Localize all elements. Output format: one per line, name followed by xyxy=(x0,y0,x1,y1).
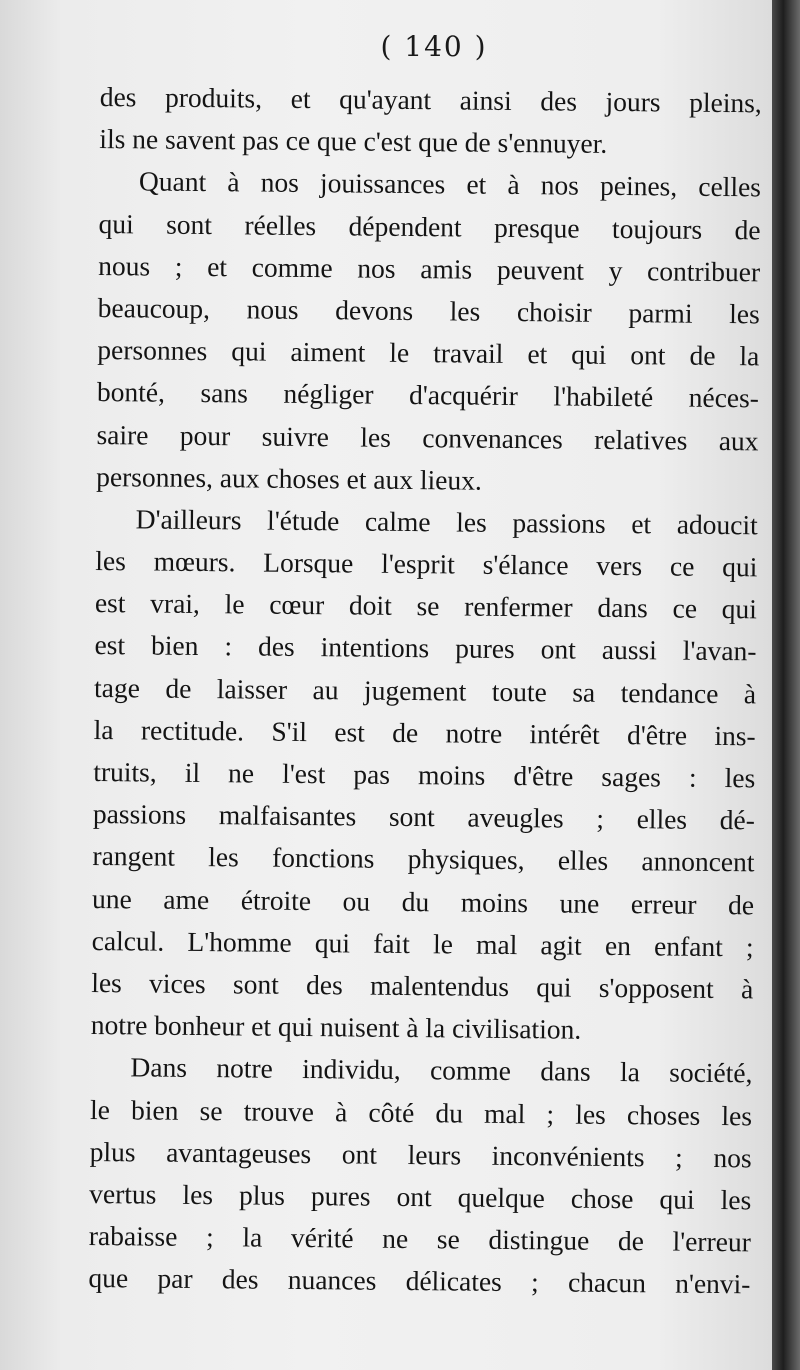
text-line: vertus les plus pures ont quelque chose qui les xyxy=(89,1177,752,1216)
text-line: Dans notre individu, comme dans la société, xyxy=(130,1051,753,1089)
text-line: le bien se trouve à côté du mal ; les choses les xyxy=(89,1093,753,1131)
text-line: rabaisse ; la vérité ne se distingue de l'erreur xyxy=(88,1220,751,1258)
text-line: des produits, et qu'ayant ainsi des jours pleins, xyxy=(99,80,762,119)
text-line: truits, il ne l'est pas moins d'être sages : les xyxy=(93,755,756,794)
text-line: rangent les fonctions physiques, elles annoncent xyxy=(92,840,755,878)
text-line: Quant à nos jouissances et à nos peines, celles xyxy=(138,165,762,203)
text-line: plus avantageuses ont leurs inconvénients ; nos xyxy=(89,1135,752,1173)
text-line: personnes, aux choses et aux lieux. xyxy=(96,460,482,496)
text-line: tage de laisser au jugement toute sa tendance à xyxy=(93,671,757,709)
text-line: saire pour suivre les convenances relatives aux xyxy=(96,418,759,456)
text-line: est bien : des intentions pures ont aussi l'avan- xyxy=(94,629,757,667)
text-line: notre bonheur et qui nuisent à la civilisation. xyxy=(90,1009,582,1045)
page-number: ( 140 ) xyxy=(380,30,488,63)
text-line: bonté, sans négliger d'acquérir l'habileté néces- xyxy=(96,376,760,414)
text-line: est vrai, le cœur doit se renfermer dans ce qui xyxy=(94,587,758,625)
text-line: nous ; et comme nos amis peuvent y contribuer xyxy=(98,249,761,288)
text-line: ils ne savent pas ce que c'est que de s'ennuyer. xyxy=(99,123,608,160)
text-line: la rectitude. S'il est de notre intérêt d'être ins- xyxy=(93,713,756,752)
text-line: calcul. L'homme qui fait le mal agit en enfant ; xyxy=(91,924,754,963)
text-line: une ame étroite ou du moins une erreur de xyxy=(91,882,755,920)
text-line: les mœurs. Lorsque l'esprit s'élance vers ce qui xyxy=(95,545,758,583)
page-edge xyxy=(772,0,800,1370)
text-line: qui sont réelles dépendent presque toujours de xyxy=(98,207,761,245)
text-line: personnes qui aiment le travail et qui ont de la xyxy=(97,334,760,372)
body-text xyxy=(88,76,762,1306)
text-line: que par des nuances délicates ; chacun n'envi- xyxy=(88,1262,751,1300)
text-line: beaucoup, nous devons les choisir parmi les xyxy=(97,291,760,330)
text-line: les vices sont des malentendus qui s'opposent à xyxy=(91,966,754,1005)
text-line: D'ailleurs l'étude calme les passions et adoucit xyxy=(135,503,758,541)
text-line: passions malfaisantes sont aveugles ; elles dé- xyxy=(92,798,756,836)
